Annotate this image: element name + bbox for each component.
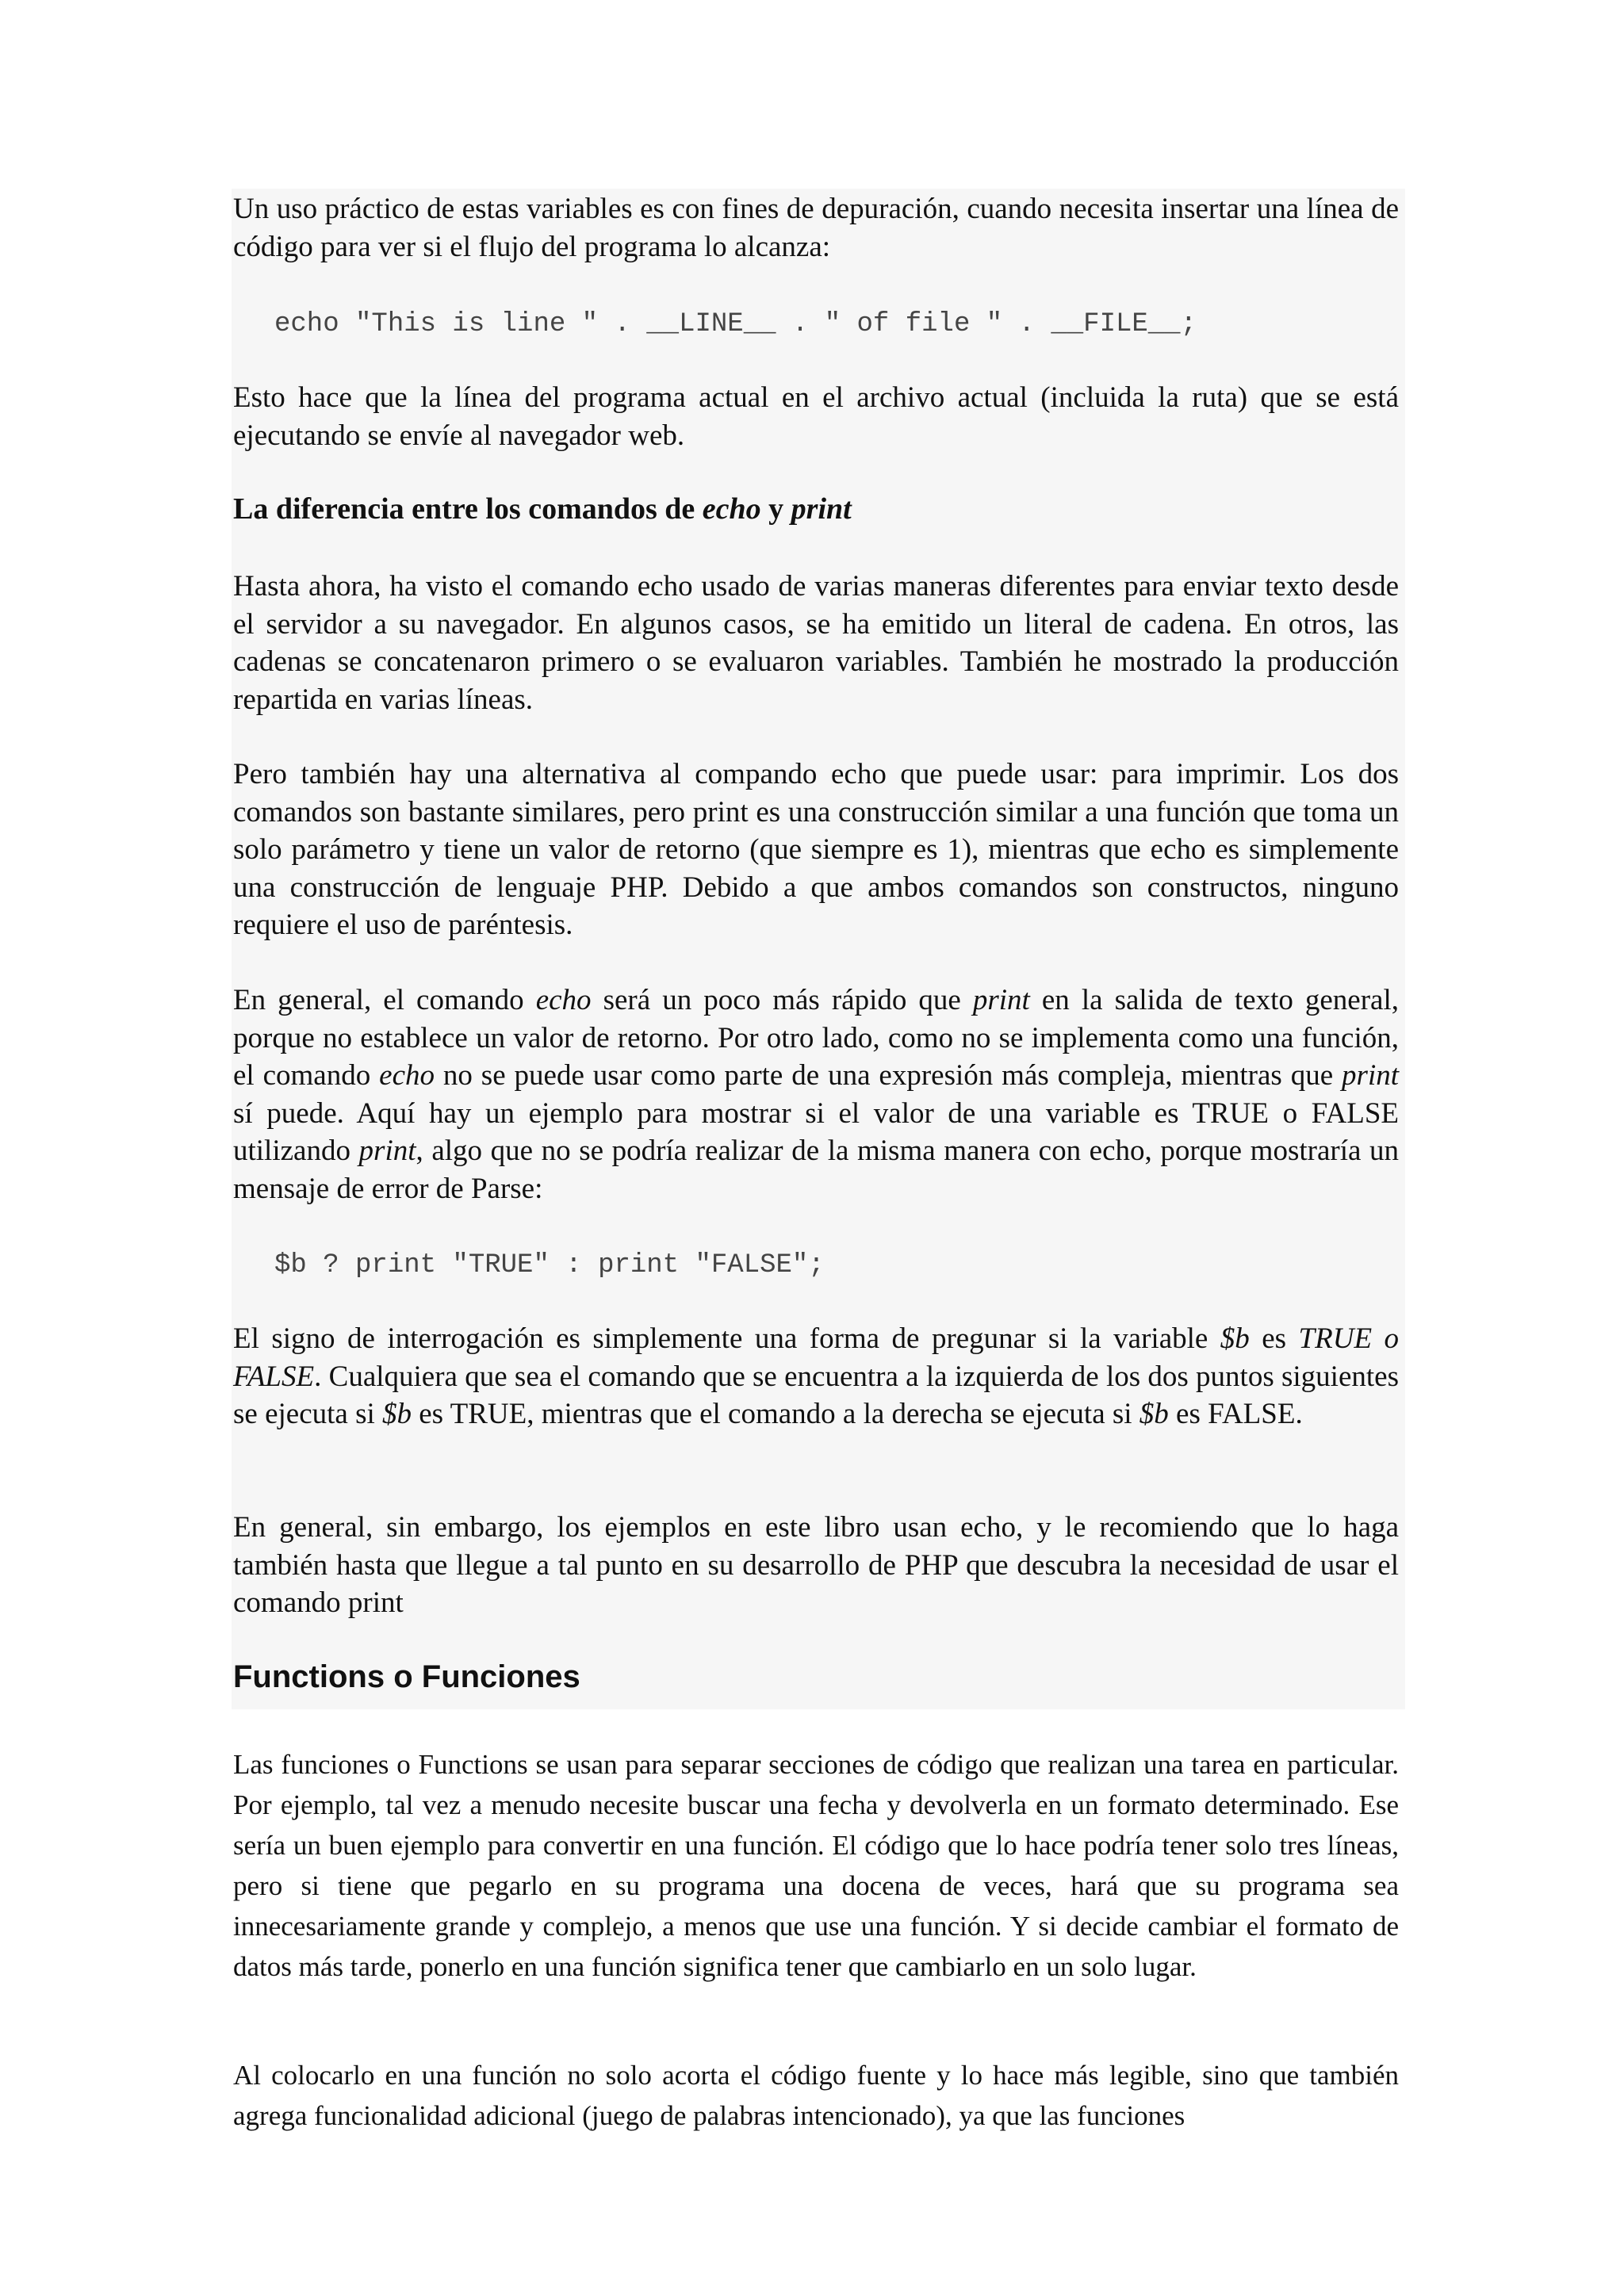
functions-paragraph-continued: Al colocarlo en una función no solo acorta el código fuente y lo hace más legible, sino que también agrega funcionalidad adicional (juego de palabras intencionado), ya que las funciones [233, 2060, 1399, 2131]
ternary-var-3: $b [1139, 1398, 1169, 1430]
speed-text-6: , algo que no se podría realizar de la misma manera con echo, porque mostraría un mensaje de error de Parse: [233, 1135, 1399, 1205]
ternary-true-false: TRUE o FALSE [233, 1322, 1400, 1393]
echo-print-heading [233, 490, 852, 528]
speed-print-2: print [1342, 1059, 1400, 1092]
ternary-var-2: $b [382, 1398, 412, 1430]
ternary-text-2: es [1249, 1322, 1299, 1355]
code-ternary: $b ? print "TRUE" : print "FALSE"; [274, 1250, 825, 1280]
code-line-file: echo "This is line " . __LINE__ . " of file " . __FILE__; [274, 309, 1197, 339]
ternary-text-1: El signo de interrogación es simplemente una forma de pregunar si la variable [233, 1322, 1220, 1355]
intro-paragraph: Un uso práctico de estas variables es con fines de depuración, cuando necesita insertar una línea de código para ver si el flujo del programa lo alcanza: [233, 193, 1399, 263]
speed-echo-2: echo [379, 1059, 435, 1092]
ternary-explanation-paragraph [233, 1320, 1399, 1433]
speed-text-2: será un poco más rápido que [591, 984, 973, 1016]
speed-text-4: no se puede usar como parte de una expresión más compleja, mientras que [435, 1059, 1342, 1092]
ternary-text-3: . Cualquiera que sea el comando que se encuentra a la izquierda de los dos puntos siguientes se ejecuta si [233, 1360, 1399, 1430]
speed-text-1: En general, el comando [233, 984, 536, 1016]
functions-paragraph: Las funciones o Functions se usan para separar secciones de código que realizan una tarea en particular. Por ejemplo, tal vez a menudo necesite buscar una fecha y devolverla en un formato determinado. Ese sería un buen ejemplo para convertir en una función. El código que lo hace podría tener solo tres líneas, pero si tiene que pegarlo en su programa una docena de veces, hará que su programa sea innecesariamente grande y complejo, a menos que use una función. Y si decide cambiar el formato de datos más tarde, ponerlo en una función significa tener que cambiarlo en un solo lugar. [233, 1749, 1399, 1982]
speed-text-3: en la salida de texto general, porque no establece un valor de retorno. Por otro lado, como no se implementa como una función, el comando [233, 984, 1399, 1092]
speed-print-1: print [972, 984, 1030, 1016]
speed-echo-1: echo [535, 984, 592, 1016]
speed-text-5: sí puede. Aquí hay un ejemplo para mostrar si el valor de una variable es TRUE o FALSE utilizando [233, 1096, 1399, 1167]
ternary-text-5: es FALSE. [1168, 1398, 1303, 1430]
speed-print-3: print [358, 1135, 416, 1167]
heading-print-term: print [791, 492, 852, 526]
heading-and: y [760, 492, 791, 526]
functions-heading: Functions o Funciones [233, 1659, 580, 1694]
echo-usage-paragraph: Hasta ahora, ha visto el comando echo usado de varias maneras diferentes para enviar texto desde el servidor a su navegador. En algunos casos, se ha emitido un literal de cadena. En otros, las cadenas se concatenaron primero o se evaluaron variables. También he mostrado la producción repartida en varias líneas. [233, 570, 1399, 716]
ternary-text-4: es TRUE, mientras que el comando a la derecha se ejecuta si [412, 1398, 1139, 1430]
echo-speed-paragraph [233, 982, 1399, 1207]
print-alternative-paragraph: Pero también hay una alternativa al compando echo que puede usar: para imprimir. Los dos comandos son bastante similares, pero print es una construcción similar a una función que toma un solo parámetro y tiene un valor de retorno (que siempre es 1), mientras que echo es simplemente una construcción de lenguaje PHP. Debido a que ambos comandos son constructos, ninguno requiere el uso de paréntesis. [233, 758, 1399, 941]
recommendation-paragraph: En general, sin embargo, los ejemplos en este libro usan echo, y le recomiendo que lo haga también hasta que llegue a tal punto en su desarrollo de PHP que descubra la necesidad de usar el comando print [233, 1511, 1399, 1619]
line-explanation-paragraph: Esto hace que la línea del programa actual en el archivo actual (incluida la ruta) que se está ejecutando se envíe al navegador web. [233, 381, 1399, 452]
heading-echo-term: echo [702, 492, 761, 526]
heading-prefix: La diferencia entre los comandos de [233, 492, 703, 526]
ternary-var-1: $b [1220, 1322, 1250, 1355]
